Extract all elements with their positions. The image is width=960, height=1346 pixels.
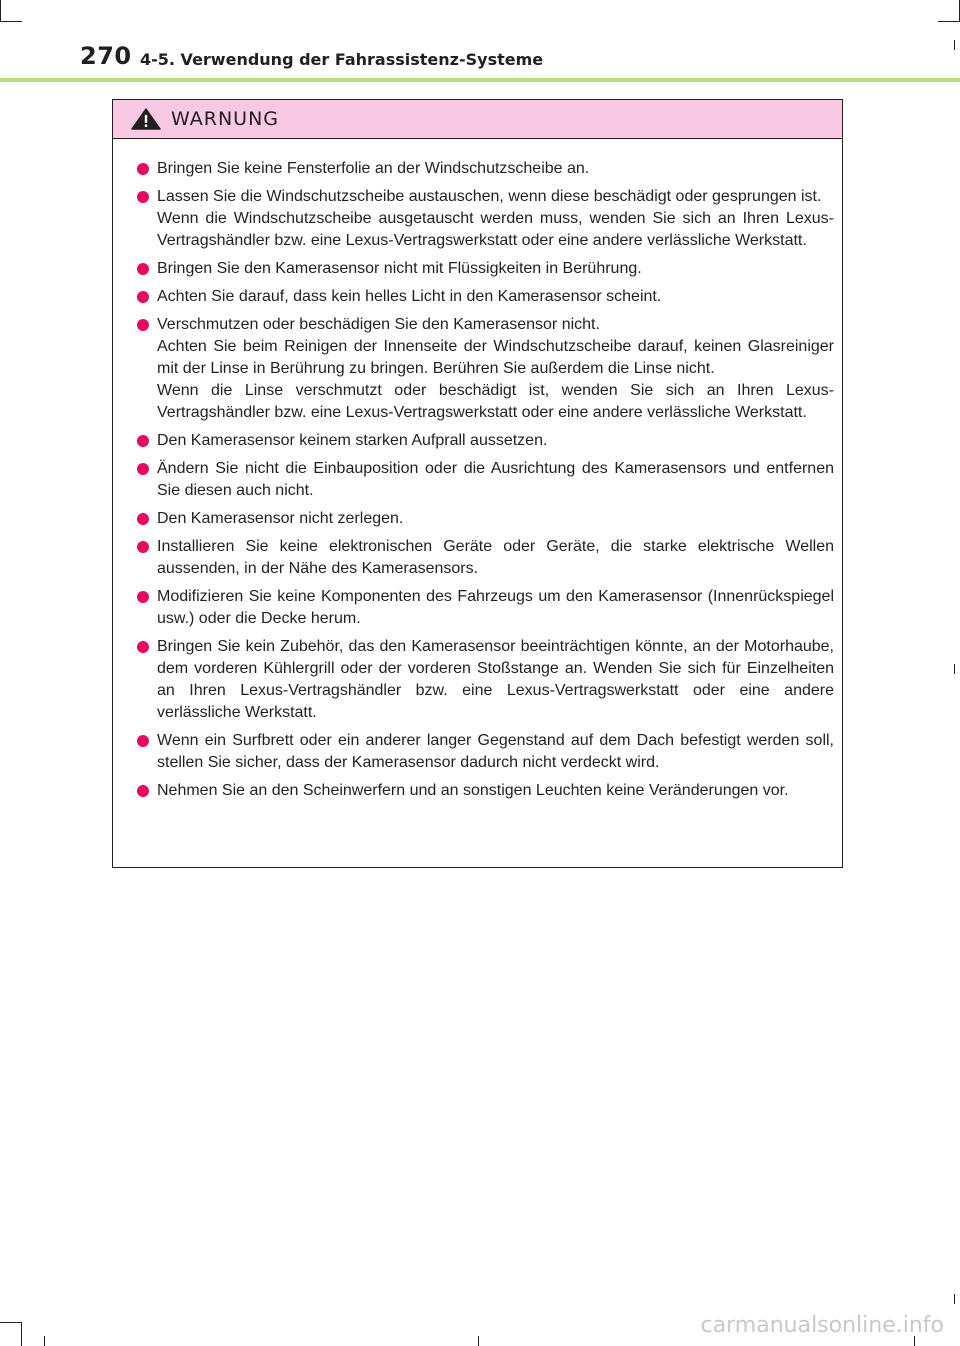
- warning-item: [137, 586, 834, 630]
- bullet-icon: [137, 591, 149, 603]
- warning-item-text: Achten Sie beim Reinigen der Innenseite der Windschutzscheibe darauf, keinen Glasreiniger mit der Linse in Berührung zu bringen. Berühren Sie außerdem die Linse nicht.: [157, 338, 834, 377]
- warning-item: [137, 508, 834, 530]
- warning-item-text: Installieren Sie keine elektronischen Geräte oder Geräte, die starke elektrische Wellen aussenden, in der Nähe des Kamerasensors.: [157, 538, 834, 577]
- warning-item: [137, 536, 834, 580]
- warning-item-text: Ändern Sie nicht die Einbauposition oder die Ausrichtung des Kamerasensors und entfernen Sie diesen auch nicht.: [157, 460, 834, 499]
- crop-mark: [0, 21, 22, 22]
- bullet-icon: [137, 735, 149, 747]
- warning-item-text: Bringen Sie keine Fensterfolie an der Windschutzscheibe an.: [157, 160, 590, 177]
- crop-mark: [0, 0, 1, 22]
- crop-mark: [21, 1322, 22, 1346]
- warning-item: [137, 730, 834, 774]
- warning-list: [113, 139, 842, 802]
- bullet-icon: [137, 641, 149, 653]
- bullet-icon: [137, 163, 149, 175]
- bullet-icon: [137, 263, 149, 275]
- bullet-icon: [137, 463, 149, 475]
- crop-mark: [954, 1294, 955, 1304]
- warning-item-text: Achten Sie darauf, dass kein helles Licht in den Kamerasensor scheint.: [157, 288, 662, 305]
- warning-item: [137, 458, 834, 502]
- warning-item: [137, 780, 834, 802]
- warning-item-text: Den Kamerasensor keinem starken Aufprall aussetzen.: [157, 432, 548, 449]
- bullet-icon: [137, 513, 149, 525]
- bullet-icon: [137, 785, 149, 797]
- warning-item: [137, 258, 834, 280]
- page-number: 270: [80, 42, 132, 70]
- warning-item-text: Wenn die Linse verschmutzt oder beschädigt ist, wenden Sie sich an Ihren Lexus-Vertragshändler bzw. eine Lexus-Vertragswerkstatt oder eine andere verlässliche Werkstatt.: [157, 382, 834, 421]
- header-rule: [0, 78, 960, 82]
- crop-mark: [954, 664, 955, 674]
- warning-item-text: Den Kamerasensor nicht zerlegen.: [157, 510, 404, 527]
- bullet-icon: [137, 541, 149, 553]
- bullet-icon: [137, 291, 149, 303]
- warning-header: [113, 100, 842, 139]
- crop-mark: [938, 21, 960, 22]
- warning-item: [137, 158, 834, 180]
- warning-item: [137, 430, 834, 452]
- warning-item: [137, 636, 834, 724]
- warning-item-text: Nehmen Sie an den Scheinwerfern und an sonstigen Leuchten keine Veränderungen vor.: [157, 782, 789, 799]
- warning-item-text: Lassen Sie die Windschutzscheibe austauschen, wenn diese beschädigt oder gesprungen ist.: [157, 188, 822, 205]
- bullet-icon: [137, 191, 149, 203]
- bullet-icon: [137, 319, 149, 331]
- warning-item-text: Bringen Sie kein Zubehör, das den Kamerasensor beeinträchtigen könnte, an der Motorhaube, dem vorderen Kühlergrill oder der vorderen Stoßstange an. Wenden Sie sich für Einzelheiten an Ihren Lexus-Vertragshändler bzw. eine Lexus-Vertragswerkstatt oder eine andere verlässliche Werkstatt.: [157, 638, 834, 721]
- warning-box: [112, 99, 843, 868]
- warning-item: [137, 186, 834, 252]
- section-title: 4-5. Verwendung der Fahrassistenz-Systeme: [140, 50, 544, 69]
- warning-item-text: Wenn ein Surfbrett oder ein anderer langer Gegenstand auf dem Dach befestigt werden soll, stellen Sie sicher, dass der Kamerasensor dadurch nicht verdeckt wird.: [157, 732, 834, 771]
- watermark: carmanualsonline.info: [700, 1313, 944, 1338]
- warning-item-text: Modifizieren Sie keine Komponenten des Fahrzeugs um den Kamerasensor (Innenrückspiegel usw.) oder die Decke herum.: [157, 588, 834, 627]
- crop-mark: [478, 1336, 479, 1346]
- warning-item-text: Bringen Sie den Kamerasensor nicht mit Flüssigkeiten in Berührung.: [157, 260, 642, 277]
- warning-title: WARNUNG: [171, 108, 280, 130]
- warning-item-text: Verschmutzen oder beschädigen Sie den Kamerasensor nicht.: [157, 316, 600, 333]
- warning-item: [137, 314, 834, 424]
- warning-item-text: Wenn die Windschutzscheibe ausgetauscht werden muss, wenden Sie sich an Ihren Lexus-Vertragshändler bzw. eine Lexus-Vertragswerkstatt oder eine andere verlässliche Werkstatt.: [157, 210, 834, 249]
- bullet-icon: [137, 435, 149, 447]
- warning-item: [137, 286, 834, 308]
- crop-mark: [0, 1322, 22, 1323]
- crop-mark: [954, 40, 955, 50]
- crop-mark: [44, 1336, 45, 1346]
- warning-triangle-icon: [131, 108, 161, 130]
